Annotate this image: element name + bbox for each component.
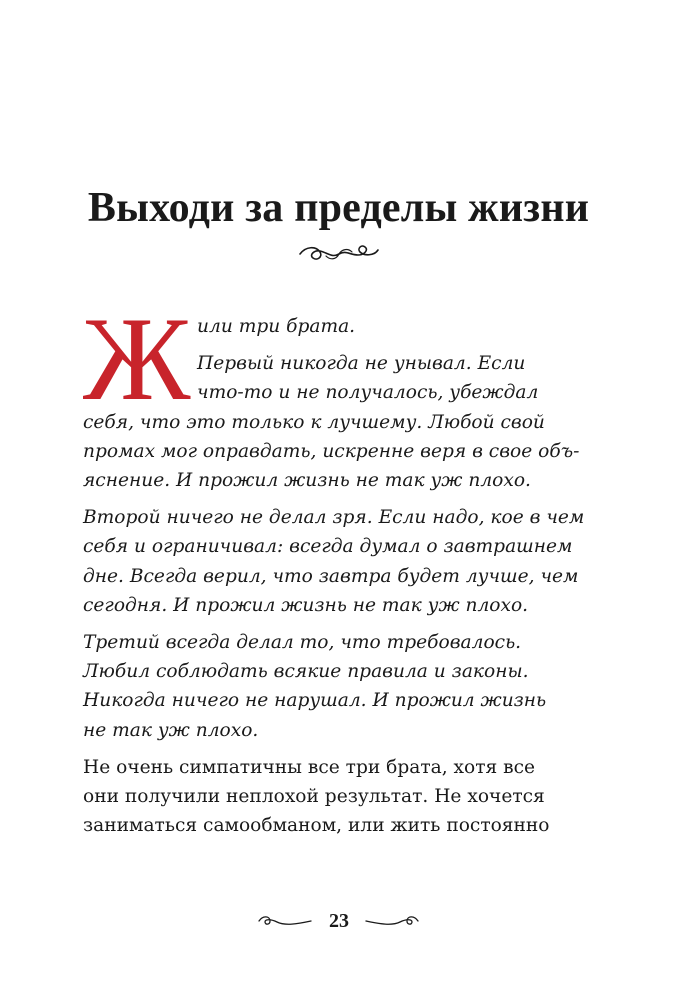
paragraph-5 <box>83 753 595 841</box>
page-title: Выходи за пределы жизни <box>87 185 590 232</box>
paragraph-2-line-5: яснение. И прожил жизнь не так уж плохо. <box>83 470 531 492</box>
page-footer <box>0 906 677 936</box>
paragraph-1-line-1: или три брата. <box>197 316 356 337</box>
paragraph-2-line-4: промах мог оправдать, искренне веря в свое объ- <box>83 440 580 462</box>
paragraph-3-line-4: сегодня. И прожил жизнь не так уж плохо. <box>83 594 529 616</box>
paragraph-2-line-2: что-то и не получалось, убеждал <box>197 382 539 404</box>
paragraph-3-line-3: дне. Всегда верил, что завтра будет лучше, чем <box>83 565 579 587</box>
drop-cap: Ж <box>83 292 191 425</box>
paragraph-2-line-3: себя, что это только к лучшему. Любой свой <box>83 411 545 433</box>
flourish-right-icon <box>364 912 420 930</box>
paragraph-5-line-1: Не очень симпатичны все три брата, хотя все <box>83 756 536 778</box>
paragraph-4-line-3: Никогда ничего не нарушал. И прожил жизнь <box>83 690 547 712</box>
body-text <box>83 292 595 848</box>
paragraph-4-line-4: не так уж плохо. <box>83 719 259 741</box>
paragraph-4 <box>83 628 595 745</box>
paragraph-4-line-2: Любил соблюдать всякие правила и законы. <box>83 661 529 683</box>
flourish-divider-icon <box>296 238 382 268</box>
paragraph-3-line-2: себя и ограничивал: всегда думал о завтрашнем <box>83 536 573 558</box>
flourish-left-icon <box>257 912 313 930</box>
paragraph-3-line-1: Второй ничего не делал зря. Если надо, кое в чем <box>83 507 585 529</box>
paragraph-3 <box>83 503 595 620</box>
paragraph-5-line-3: заниматься самообманом, или жить постоянно <box>83 815 550 837</box>
paragraph-4-line-1: Третий всегда делал то, что требовалось. <box>83 632 522 654</box>
paragraph-2-line-1: Первый никогда не унывал. Если <box>197 353 526 375</box>
paragraph-5-line-2: они получили неплохой результат. Не хочется <box>83 786 545 808</box>
page-number: 23 <box>329 910 349 932</box>
